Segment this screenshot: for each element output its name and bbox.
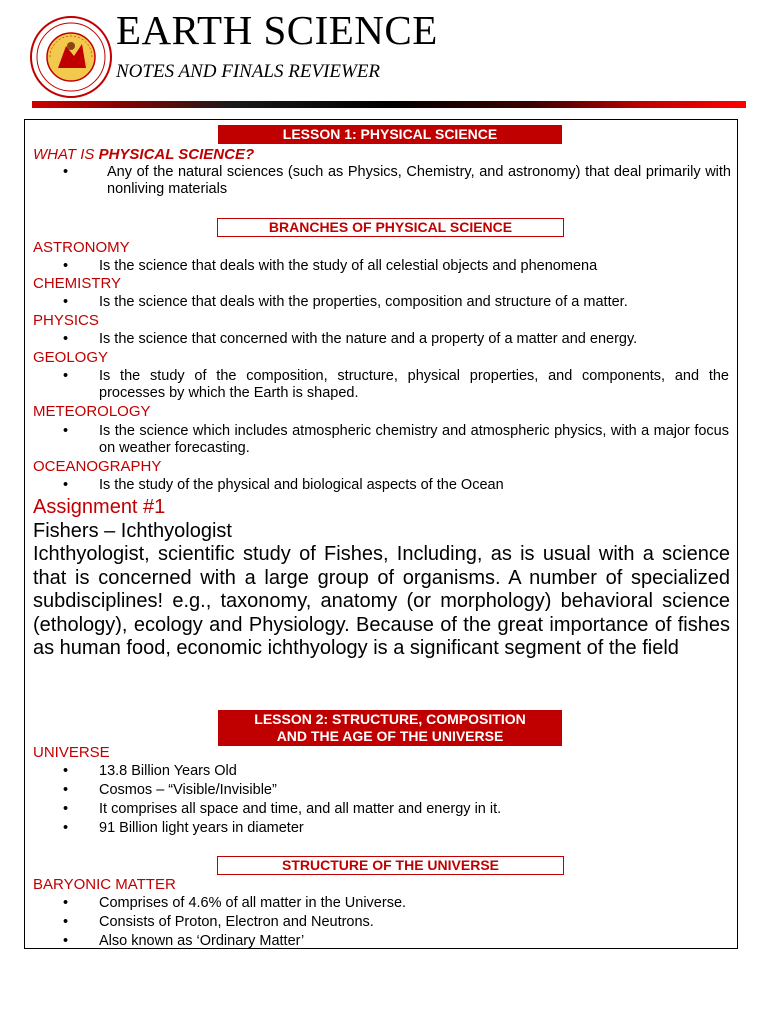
bullet-icon: • [63, 368, 69, 384]
assignment-title: Assignment #1 [33, 496, 166, 518]
branch-label-geology: GEOLOGY [33, 349, 109, 366]
branch-label-chemistry: CHEMISTRY [33, 275, 122, 292]
bullet-icon: • [63, 477, 69, 493]
physical-science-question: WHAT IS PHYSICAL SCIENCE? [33, 146, 255, 163]
baryonic-label: BARYONIC MATTER [33, 876, 176, 893]
header-divider [32, 101, 746, 108]
branch-label-meteorology: METEOROLOGY [33, 403, 151, 420]
bullet-icon: • [63, 423, 69, 439]
bullet-icon: • [63, 331, 69, 347]
bullet-icon: • [63, 164, 69, 180]
document-subtitle: NOTES AND FINALS REVIEWER [116, 61, 381, 82]
bullet-icon: • [63, 782, 69, 798]
bullet-icon: • [63, 801, 69, 817]
universe-label: UNIVERSE [33, 744, 110, 761]
lesson1-banner: LESSON 1: PHYSICAL SCIENCE [218, 125, 562, 144]
bullet-icon: • [63, 895, 69, 911]
bullet-icon: • [63, 294, 69, 310]
assignment-subtitle: Fishers – Ichthyologist [33, 520, 232, 542]
branches-banner: BRANCHES OF PHYSICAL SCIENCE [217, 218, 564, 237]
document-title: EARTH SCIENCE [116, 7, 438, 53]
branch-label-astronomy: ASTRONOMY [33, 239, 130, 256]
lesson2-banner: LESSON 2: STRUCTURE, COMPOSITION AND THE AGE OF THE UNIVERSE [218, 710, 562, 746]
university-seal-icon [30, 16, 112, 98]
document-header [0, 0, 768, 110]
bullet-icon: • [63, 914, 69, 930]
branch-label-oceanography: OCEANOGRAPHY [33, 458, 162, 475]
bullet-icon: • [63, 763, 69, 779]
bullet-icon: • [63, 258, 69, 274]
branch-label-physics: PHYSICS [33, 312, 99, 329]
assignment-body: Ichthyologist, scientific study of Fishes, Including, as is usual with a science that is concerned with a large group of organisms. A number of specialized subdisciplines! e.g., taxonomy, anatomy (or morphology) behavioral science (ethology), ecology and Physiology. Because of the great importance of fishes as human food, economic ichthyology is a significant segment of the field [33, 543, 730, 660]
bullet-icon: • [63, 933, 69, 949]
structure-banner: STRUCTURE OF THE UNIVERSE [217, 856, 564, 875]
bullet-icon: • [63, 820, 69, 836]
notes-box: LESSON 1: PHYSICAL SCIENCE WHAT IS PHYSICAL SCIENCE? • Any of the natural sciences (such as Physics, Chemistry, and astronomy) that deal primarily with nonliving materials BRANCHES OF PHYSICAL SCIENCE ASTRONOMY • Is the science that deals with the study of all celestial objects and phenomena CHEMISTRY • Is the science that deals with the properties, composition and structure of a matter. PHYSICS • Is the science that concerned with the nature and a property of a matter and energy. GEOLOGY • Is the study of the composition, structure, physical properties, and components, and the processes by which the Earth is shaped. METEOROLOGY • Is the science which includes atmospheric chemistry and atmospheric physics, with a major focus on weather forecasting. OCEANOGRAPHY • Is the study of the physical and biological aspects of the Ocean Assignment #1 Fishers – Ichthyologist Ichthyologist, scientific study of Fishes, Including, as is usual with a science that is concerned with a large group of organisms. A number of specialized subdisciplines! e.g., taxonomy, anatomy (or morphology) behavioral science (ethology), ecology and Physiology. Because of the great importance of fishes as human food, economic ichthyology is a significant segment of the field LESSON 2: STRUCTURE, COMPOSITION AND THE AGE OF THE UNIVERSE UNIVERSE • 13.8 Billion Years Old • Cosmos – “Visible/Invisible” • It comprises all space and time, and all matter and energy in it. • 91 Billion light years in diameter STRUCTURE OF THE UNIVERSE BARYONIC MATTER • Comprises of 4.6% of all matter in the Universe. • Consists of Proton, Electron and Neutrons. • Also known as ‘Ordinary Matter’ [24, 119, 738, 949]
